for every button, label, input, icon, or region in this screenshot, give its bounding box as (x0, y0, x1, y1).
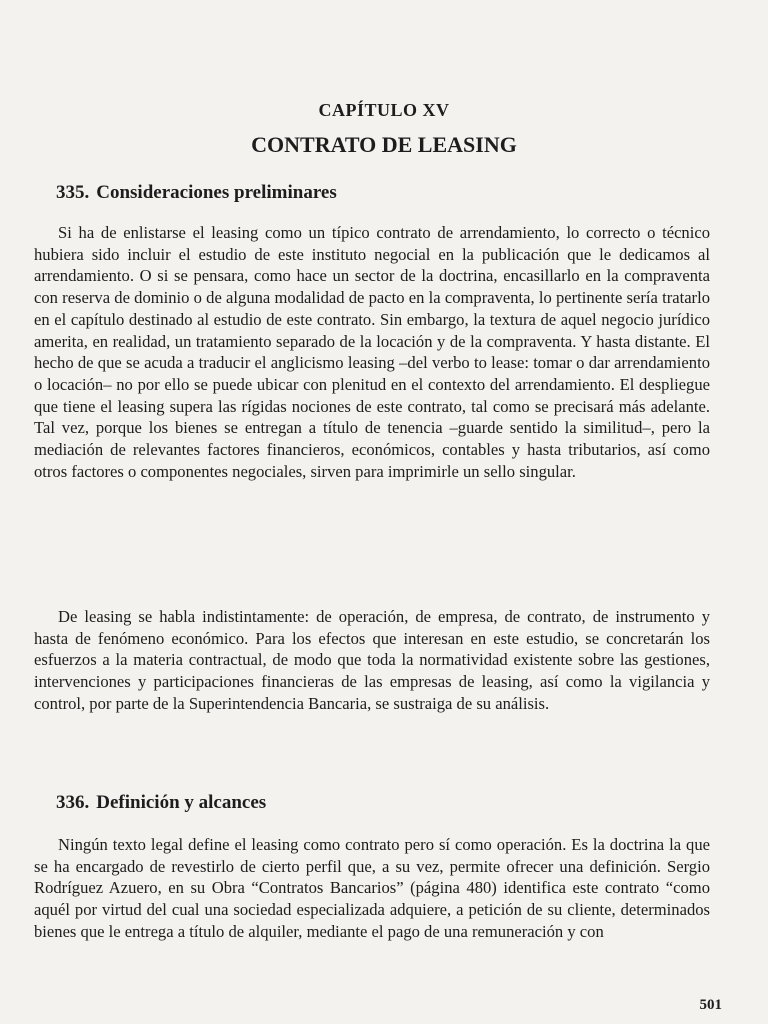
section-title: Consideraciones preliminares (96, 182, 337, 203)
paragraph-335-2: De leasing se habla indistintamente: de operación, de empresa, de contrato, de instrumento y hasta de fenómeno económico. Para los efectos que interesan en este estudio, se concretarán los esfuerzos a la materia contractual, de modo que toda la normatividad existente sobre las gestiones, intervenciones y participaciones financieras de las empresas de leasing, así como la vigilancia y control, por parte de la Superintendencia Bancaria, se sustraiga de su análisis. (34, 607, 710, 713)
paragraph-336-1: Ningún texto legal define el leasing como contrato pero sí como operación. Es la doctrina la que se ha encargado de revestirlo de cierto perfil que, a su vez, permite ofrecer una definición. Sergio Rodríguez Azuero, en su Obra “Contratos Bancarios” (página 480) identifica este contrato “como aquél por virtud del cual una sociedad especializada adquiere, a petición de su cliente, determinados bienes que le entrega a título de alquiler, mediante el pago de una remuneración y con (34, 835, 710, 941)
paragraph-335-1: Si ha de enlistarse el leasing como un típico contrato de arrendamiento, lo correcto o técnico hubiera sido incluir el estudio de este instituto negocial en la publicación que le dedicamos al arrendamiento. O si se pensara, como hace un sector de la doctrina, encasillarlo en la compraventa con reserva de dominio o de alguna modalidad de pacto en la compraventa, lo pertinente sería tratarlo en el capítulo destinado al estudio de este contrato. Sin embargo, la textura de aquel negocio jurídico amerita, en realidad, un tratamiento separado de la locación y de la compraventa. Y hasta distante. El hecho de que se acuda a traducir el anglicismo leasing –del verbo to lease: tomar o dar arrendamiento o locación– no por ello se puede ubicar con plenitud en el contexto del arrendamiento. El despliegue que tiene el leasing supera las rígidas nociones de este contrato, tal como se precisará más adelante. Tal vez, porque los bienes se entregan a título de tenencia –guarde sentido la similitud–, pero la mediación de relevantes factores financieros, económicos, contables y hasta tributarios, así como otros factores o componentes negociales, sirven para imprimirle un sello singular. (34, 223, 710, 481)
section-heading-335 (56, 182, 716, 204)
section-number: 335. (56, 182, 90, 203)
section-title: Definición y alcances (96, 792, 267, 813)
chapter-label: CAPÍTULO XV (318, 100, 450, 120)
section-number: 336. (56, 792, 90, 813)
section-heading-336 (56, 792, 716, 814)
page-number: 501 (699, 997, 722, 1013)
chapter-title: CONTRATO DE LEASING (251, 132, 517, 157)
